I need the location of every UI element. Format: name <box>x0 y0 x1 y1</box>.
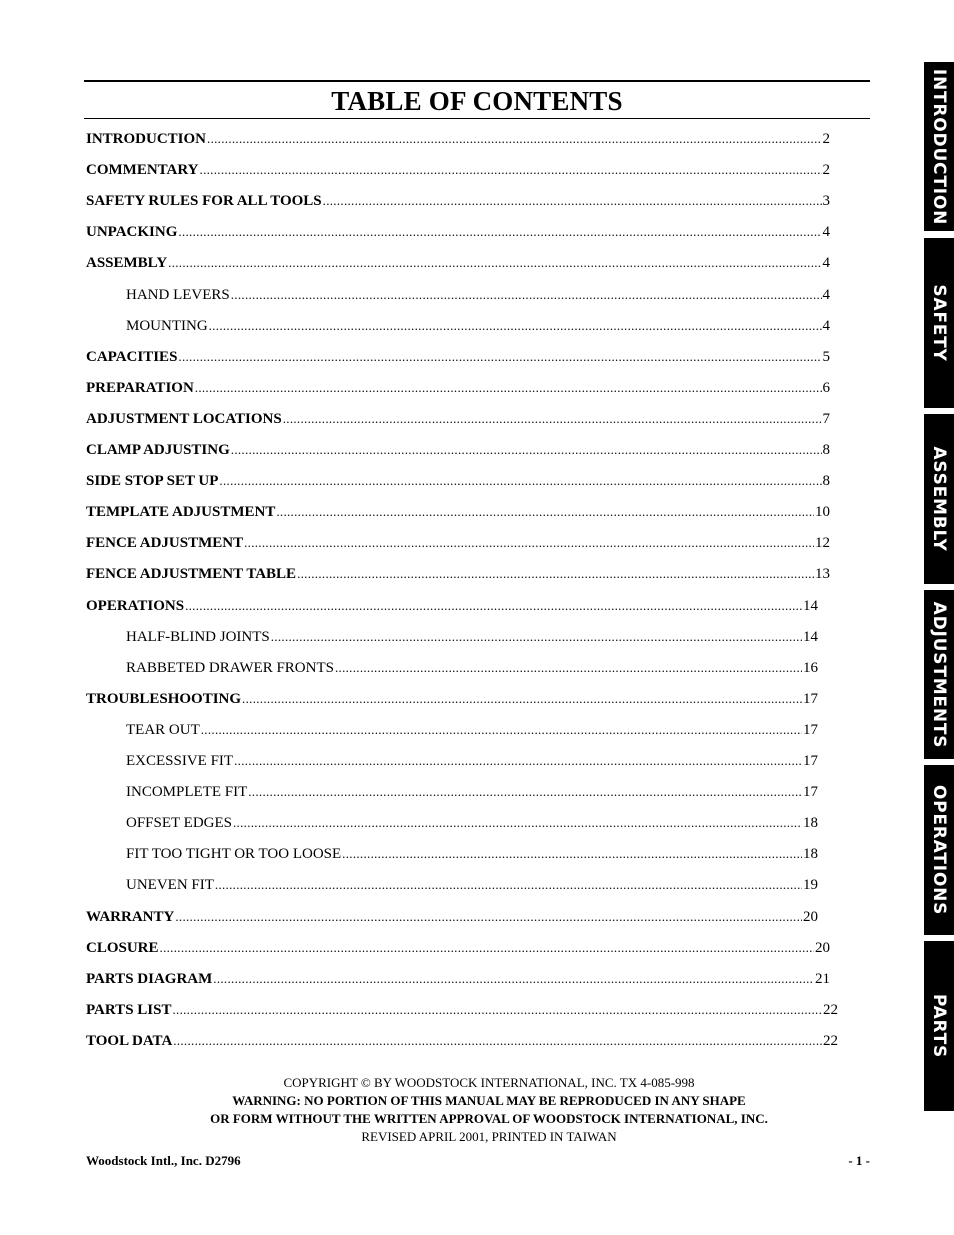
toc-entry[interactable] <box>126 719 818 741</box>
toc-leader-dots <box>207 128 821 150</box>
toc-entry-page: 4 <box>822 318 830 334</box>
toc-leader-dots <box>160 937 814 959</box>
toc-entry[interactable] <box>126 315 830 337</box>
toc-entry[interactable] <box>86 377 830 399</box>
footer-page-number: - 1 - <box>848 1153 870 1168</box>
toc-entry-page: 17 <box>803 753 818 769</box>
toc-entry[interactable] <box>86 563 830 585</box>
toc-entry-label: INTRODUCTION <box>86 131 207 147</box>
toc-leader-dots <box>178 221 821 243</box>
toc-entry[interactable] <box>86 501 830 523</box>
toc-entry-page: 6 <box>822 380 830 396</box>
toc-entry-page: 7 <box>822 411 830 427</box>
toc-entry-page: 17 <box>803 784 818 800</box>
side-tab-safety[interactable] <box>924 238 954 408</box>
toc-entry-page: 20 <box>815 940 830 956</box>
toc-entry-label: OPERATIONS <box>86 598 185 614</box>
toc-leader-dots <box>271 626 802 648</box>
toc-entry[interactable] <box>86 937 830 959</box>
toc-entry[interactable] <box>86 595 818 617</box>
toc-leader-dots <box>231 284 822 306</box>
toc-entry-label: TROUBLESHOOTING <box>86 691 242 707</box>
toc-entry[interactable] <box>86 128 830 150</box>
toc-entry-label: CLAMP ADJUSTING <box>86 442 230 458</box>
toc-entry[interactable] <box>86 221 830 243</box>
side-tab-label: SAFETY <box>929 284 949 362</box>
toc-entry[interactable] <box>86 408 830 430</box>
toc-entry-label: COMMENTARY <box>86 162 199 178</box>
toc-entry[interactable] <box>86 999 838 1021</box>
toc-entry[interactable] <box>86 906 818 928</box>
toc-entry-label: FENCE ADJUSTMENT <box>86 535 244 551</box>
toc-leader-dots <box>195 377 822 399</box>
toc-leader-dots <box>213 968 814 990</box>
toc-entry-page: 19 <box>803 877 818 893</box>
toc-entry-page: 10 <box>815 504 830 520</box>
toc-entry[interactable] <box>86 1030 838 1052</box>
toc-leader-dots <box>200 159 822 181</box>
toc-entry-page: 4 <box>822 255 830 271</box>
toc-entry-page: 17 <box>803 722 818 738</box>
side-tab-introduction[interactable] <box>924 62 954 231</box>
toc-entry[interactable] <box>86 159 830 181</box>
toc-leader-dots <box>201 719 802 741</box>
toc-leader-dots <box>335 657 802 679</box>
toc-entry-page: 8 <box>822 473 830 489</box>
toc-leader-dots <box>219 470 821 492</box>
revision-line: REVISED APRIL 2001, PRINTED IN TAIWAN <box>361 1129 617 1144</box>
toc-entry-page: 14 <box>803 598 818 614</box>
toc-entry[interactable] <box>126 657 818 679</box>
toc-entry-label: FENCE ADJUSTMENT TABLE <box>86 566 297 582</box>
toc-entry-label: ADJUSTMENT LOCATIONS <box>86 411 282 427</box>
toc-entry-label: HALF-BLIND JOINTS <box>126 629 270 645</box>
toc-entry-label: CLOSURE <box>86 940 159 956</box>
toc-entry-page: 18 <box>803 815 818 831</box>
toc-entry-label: HAND LEVERS <box>126 287 230 303</box>
toc-entry-page: 5 <box>822 349 830 365</box>
toc-leader-dots <box>178 346 821 368</box>
toc-leader-dots <box>173 1030 822 1052</box>
toc-entry-page: 3 <box>822 193 830 209</box>
footer-publisher: Woodstock Intl., Inc. D2796 <box>86 1153 241 1168</box>
toc-leader-dots <box>215 874 802 896</box>
toc-entry[interactable] <box>126 781 818 803</box>
toc-leader-dots <box>185 595 802 617</box>
toc-entry-label: ASSEMBLY <box>86 255 168 271</box>
toc-entry[interactable] <box>126 812 818 834</box>
toc-entry[interactable] <box>86 532 830 554</box>
toc-entry-page: 22 <box>823 1033 838 1049</box>
toc-entry-page: 12 <box>815 535 830 551</box>
toc-leader-dots <box>175 906 802 928</box>
toc-entry-label: PREPARATION <box>86 380 194 396</box>
toc-entry-label: INCOMPLETE FIT <box>126 784 248 800</box>
toc-entry[interactable] <box>86 688 818 710</box>
toc-leader-dots <box>276 501 814 523</box>
toc-entry[interactable] <box>126 750 818 772</box>
side-tab-parts[interactable] <box>924 941 954 1111</box>
toc-entry-page: 22 <box>823 1002 838 1018</box>
toc-leader-dots <box>234 750 802 772</box>
toc-entry-page: 17 <box>803 691 818 707</box>
side-tab-assembly[interactable] <box>924 414 954 584</box>
toc-entry-label: RABBETED DRAWER FRONTS <box>126 660 334 676</box>
toc-entry[interactable] <box>126 626 818 648</box>
toc-entry-label: SAFETY RULES FOR ALL TOOLS <box>86 193 322 209</box>
toc-entry-page: 8 <box>822 442 830 458</box>
toc-entry[interactable] <box>86 439 830 461</box>
toc-entry-label: FIT TOO TIGHT OR TOO LOOSE <box>126 846 342 862</box>
toc-entry[interactable] <box>126 874 818 896</box>
side-tab-label: PARTS <box>929 993 949 1059</box>
side-tab-label: INTRODUCTION <box>929 68 949 225</box>
toc-entry[interactable] <box>126 284 830 306</box>
copyright-line: COPYRIGHT © BY WOODSTOCK INTERNATIONAL, INC. TX 4-085-998 <box>283 1075 695 1090</box>
copyright-notice <box>84 1074 894 1146</box>
toc-entry-page: 2 <box>822 162 830 178</box>
toc-entry[interactable] <box>86 346 830 368</box>
toc-entry-label: UNEVEN FIT <box>126 877 214 893</box>
toc-entry-page: 18 <box>803 846 818 862</box>
title-rule-top <box>84 80 870 82</box>
side-tab-label: ASSEMBLY <box>929 446 949 552</box>
toc-entry-page: 14 <box>803 629 818 645</box>
toc-entry-label: OFFSET EDGES <box>126 815 232 831</box>
toc-entry-label: TOOL DATA <box>86 1033 173 1049</box>
toc-entry[interactable] <box>86 470 830 492</box>
toc-entry[interactable] <box>86 252 830 274</box>
toc-entry-label: TEAR OUT <box>126 722 200 738</box>
toc-leader-dots <box>248 781 802 803</box>
toc-entry[interactable] <box>86 190 830 212</box>
toc-leader-dots <box>172 999 822 1021</box>
toc-entry-label: PARTS LIST <box>86 1002 172 1018</box>
toc-entry-label: TEMPLATE ADJUSTMENT <box>86 504 276 520</box>
toc-entry-page: 4 <box>822 224 830 240</box>
toc-entry-page: 4 <box>822 287 830 303</box>
toc-entry-page: 21 <box>815 971 830 987</box>
toc-leader-dots <box>231 439 822 461</box>
toc-entry-label: EXCESSIVE FIT <box>126 753 234 769</box>
toc-entry-label: CAPACITIES <box>86 349 178 365</box>
toc-entry-page: 13 <box>815 566 830 582</box>
side-tab-operations[interactable] <box>924 765 954 935</box>
toc-entry[interactable] <box>86 968 830 990</box>
toc-leader-dots <box>233 812 802 834</box>
toc-leader-dots <box>209 315 822 337</box>
warning-line-continued: OR FORM WITHOUT THE WRITTEN APPROVAL OF WOODSTOCK INTERNATIONAL, INC. <box>210 1111 768 1126</box>
warning-line: WARNING: NO PORTION OF THIS MANUAL MAY BE REPRODUCED IN ANY SHAPE <box>232 1093 746 1108</box>
toc-leader-dots <box>323 190 822 212</box>
side-tab-adjustments[interactable] <box>924 590 954 759</box>
toc-leader-dots <box>283 408 822 430</box>
toc-leader-dots <box>297 563 814 585</box>
toc-entry[interactable] <box>126 843 818 865</box>
toc-entry-label: MOUNTING <box>126 318 208 334</box>
toc-entry-label: UNPACKING <box>86 224 178 240</box>
page-title: TABLE OF CONTENTS <box>331 86 623 116</box>
toc-entry-label: SIDE STOP SET UP <box>86 473 219 489</box>
side-tab-label: OPERATIONS <box>929 784 949 916</box>
toc-entry-label: PARTS DIAGRAM <box>86 971 213 987</box>
toc-leader-dots <box>168 252 821 274</box>
toc-leader-dots <box>342 843 802 865</box>
toc-leader-dots <box>242 688 802 710</box>
toc-entry-page: 16 <box>803 660 818 676</box>
toc-entry-page: 20 <box>803 909 818 925</box>
toc-entry-label: WARRANTY <box>86 909 175 925</box>
title-rule-bottom <box>84 118 870 119</box>
toc-entry-page: 2 <box>822 131 830 147</box>
toc-leader-dots <box>244 532 814 554</box>
side-tab-label: ADJUSTMENTS <box>929 601 949 748</box>
